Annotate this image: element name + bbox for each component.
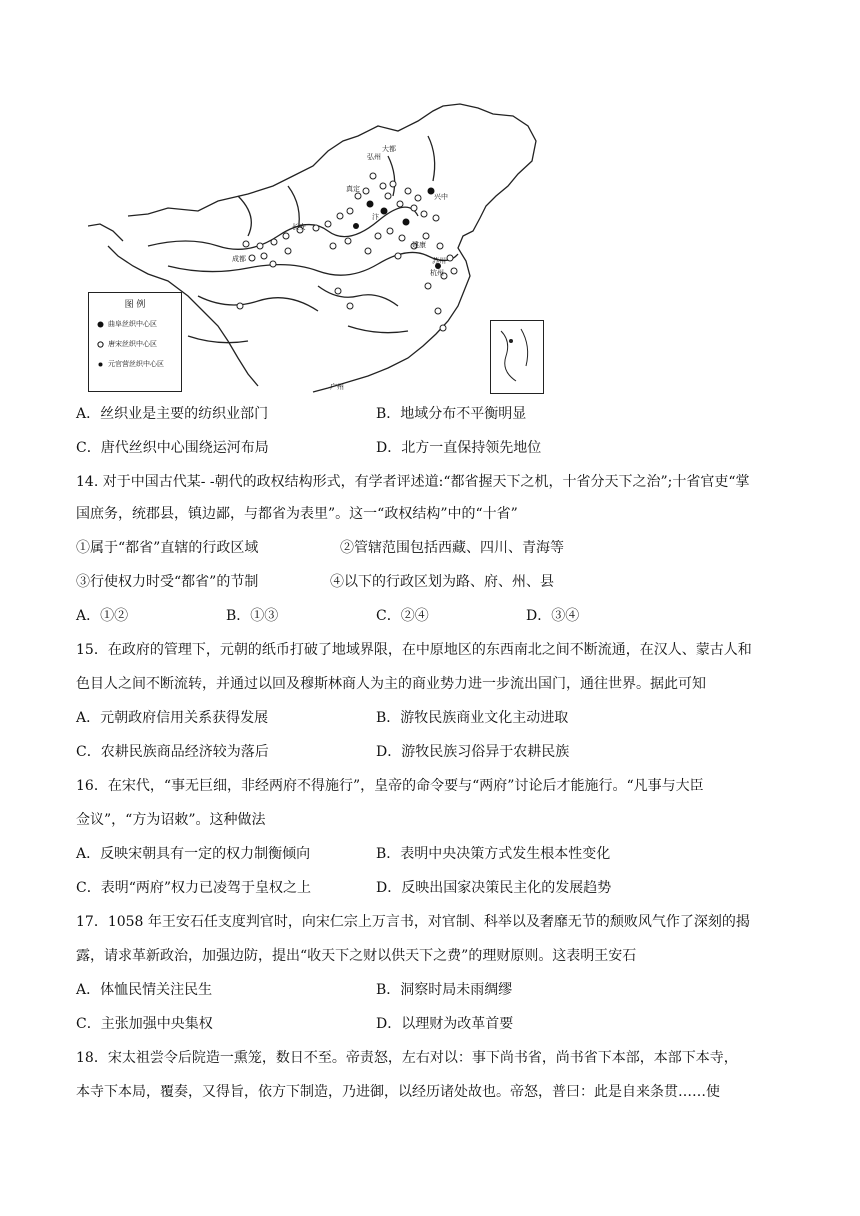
q17-option-b[interactable]: B．洞察时局未雨绸缪 [376,982,513,998]
map-label-changan: 长安 [292,223,306,231]
q16-option-c[interactable]: C．表明“两府”权力已凌驾于皇权之上 [76,880,312,896]
q15-option-d[interactable]: D．游牧民族习俗异于农耕民族 [376,744,570,760]
star-dot-icon [97,361,104,368]
q18-stem-line2: 本寺下本局，覆奏，又得旨，依方下制造，乃进御，以经历诸处故也。帝怒，普曰：此是自来条贯……使 [76,1084,720,1100]
q16-stem-line1: 16．在宋代，“事无巨细，非经两府不得施行”，皇帝的命令要与“两府”讨论后才能施行。“凡事与大臣 [76,778,704,794]
map-inset-islands [490,320,544,394]
legend-item: 元官营丝织中心区 [97,359,179,369]
q18-stem-line1: 18．宋太祖尝令后院造一熏笼，数日不至。帝责怒，左右对以：事下尚书省，尚书省下本部，本部下本寺， [76,1050,738,1066]
map-label-zhending: 真定 [346,185,360,193]
map-label-xingzhong: 兴中 [434,193,448,201]
q16-stem-line2: 佥议”，“方为诏敕”。这种做法 [76,812,266,828]
q16-option-d[interactable]: D．反映出国家决策民主化的发展趋势 [376,880,612,896]
q17-option-c[interactable]: C．主张加强中央集权 [76,1016,213,1032]
map-label-hongzhou: 弘州 [367,153,381,161]
q15-stem-line2: 色目人之间不断流转，并通过以回及穆斯林商人为主的商业势力进一步流出国门，通往世界。据此可知 [76,676,706,692]
q14-item-1: ①属于“都省”直辖的行政区域 [76,540,259,556]
q13-option-a[interactable]: A．丝织业是主要的纺织业部门 [76,406,269,422]
legend-item: 曲阜丝织中心区 [97,319,179,329]
legend-title: 图 例 [124,300,146,310]
q16-option-b[interactable]: B．表明中央决策方式发生根本性变化 [376,846,611,862]
map-label-guangzhou: 广州 [330,383,344,391]
filled-dot-icon [97,321,104,328]
q14-item-3: ③行使权力时受“都省”的节制 [76,574,259,590]
q15-option-c[interactable]: C．农耕民族商品经济较为落后 [76,744,269,760]
map-label-jiankang: 建康 [412,241,426,249]
q17-option-a[interactable]: A．体恤民情关注民生 [76,982,213,998]
map-label-bian: 汴 [372,213,379,221]
inset-map-icon [491,321,543,393]
q14-item-4: ④以下的行政区划为路、府、州、县 [330,574,554,590]
q14-option-a[interactable]: A．①② [76,608,129,624]
map-legend [88,292,182,392]
q14-stem-line1: 14. 对于中国古代某- -朝代的政权结构形式，有学者评述道:“都省握天下之机，十省分天下之治”;十省官吏“掌 [76,474,750,490]
map-label-suzhou: 苏州 [432,257,446,265]
q13-option-c[interactable]: C．唐代丝织中心围绕运河布局 [76,440,269,456]
q17-stem-line2: 露，请求革新政治，加强边防，提出“收天下之财以供天下之费”的理财原则。这表明王安石 [76,948,637,964]
hollow-dot-icon [97,341,104,348]
q13-option-b[interactable]: B．地域分布不平衡明显 [376,406,527,422]
map-label-dadu: 大都 [382,145,396,153]
map-label-chengdu: 成都 [232,255,246,263]
legend-item: 唐宋丝织中心区 [97,339,179,349]
q14-option-d[interactable]: D．③④ [526,608,580,624]
q14-item-2: ②管辖范围包括西藏、四川、青海等 [340,540,564,556]
q13-option-d[interactable]: D．北方一直保持领先地位 [376,440,542,456]
q17-stem-line1: 17．1058 年王安石任支度判官时，向宋仁宗上万言书，对官制、科举以及奢靡无节的颓败风气作了深刻的揭 [76,914,750,930]
q16-option-a[interactable]: A．反映宋朝具有一定的权力制衡倾向 [76,846,311,862]
q17-option-d[interactable]: D．以理财为改革首要 [376,1016,514,1032]
q14-stem-line2: 国庶务，统郡县，镇边鄙，与都省为表里”。这一“政权结构”中的“十省” [76,506,518,522]
q15-stem-line1: 15．在政府的管理下，元朝的纸币打破了地域界限，在中原地区的东西南北之间不断流通，在汉人、蒙古人和 [76,642,752,658]
q14-option-c[interactable]: C．②④ [376,608,429,624]
map-label-hangzhou: 杭州 [430,269,444,277]
q14-option-b[interactable]: B．①③ [226,608,279,624]
q15-option-b[interactable]: B．游牧民族商业文化主动进取 [376,710,569,726]
q15-option-a[interactable]: A．元朝政府信用关系获得发展 [76,710,269,726]
